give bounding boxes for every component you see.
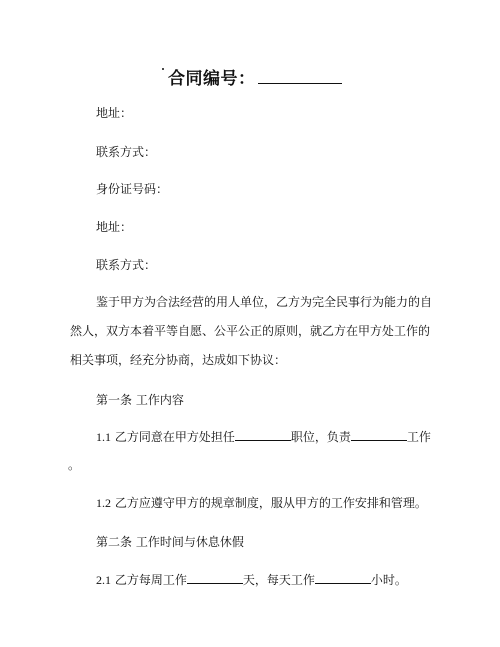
days-per-week-blank[interactable] [187,572,243,584]
clause-1-1-text-b: 职位，负责 [290,430,351,444]
field-address-2: 地址： [96,220,133,234]
clause-2-1-number: 2.1 [96,573,111,587]
duty-blank[interactable] [351,429,407,441]
hours-per-day-blank[interactable] [315,572,371,584]
clause-2-1-text-b: 天，每天工作 [242,573,315,587]
field-id-number: 身份证号码： [96,182,169,196]
preamble-line-1: 鉴于甲方为合法经营的用人单位，乙方为完全民事行为能力的自 [96,295,433,309]
clause-1-1-text-a: 乙方同意在甲方处担任 [111,430,235,444]
clause-1-1 [96,428,431,445]
preamble-line-2: 然人，双方本着平等自愿、公平公正的原则，就乙方在甲方处工作的 [70,324,431,338]
preamble-line-3: 相关事项，经充分协商，达成如下协议： [70,353,287,367]
contract-number-label: 合同编号： [168,69,256,89]
clause-1-2-number: 1.2 [96,496,111,510]
article-1-heading: 第一条 工作内容 [96,393,184,407]
article-2-heading: 第二条 工作时间与休息休假 [96,535,244,549]
clause-2-1-text-a: 乙方每周工作 [111,573,187,587]
field-address-1: 地址： [96,106,133,120]
title-mark [162,68,164,70]
field-contact-2: 联系方式： [96,258,157,272]
clause-1-2 [96,494,427,511]
clause-1-1-trailing: 。 [68,458,81,472]
clause-1-1-number: 1.1 [96,430,111,444]
field-contact-1: 联系方式： [96,145,157,159]
position-blank[interactable] [235,429,291,441]
clause-1-2-text: 乙方应遵守甲方的规章制度，服从甲方的工作安排和管理。 [111,496,427,510]
clause-2-1-text-c: 小时。 [370,573,407,587]
clause-1-1-text-c: 工作 [406,430,431,444]
contract-number-blank[interactable] [258,69,342,84]
clause-2-1 [96,571,407,588]
contract-number-title [168,64,342,89]
